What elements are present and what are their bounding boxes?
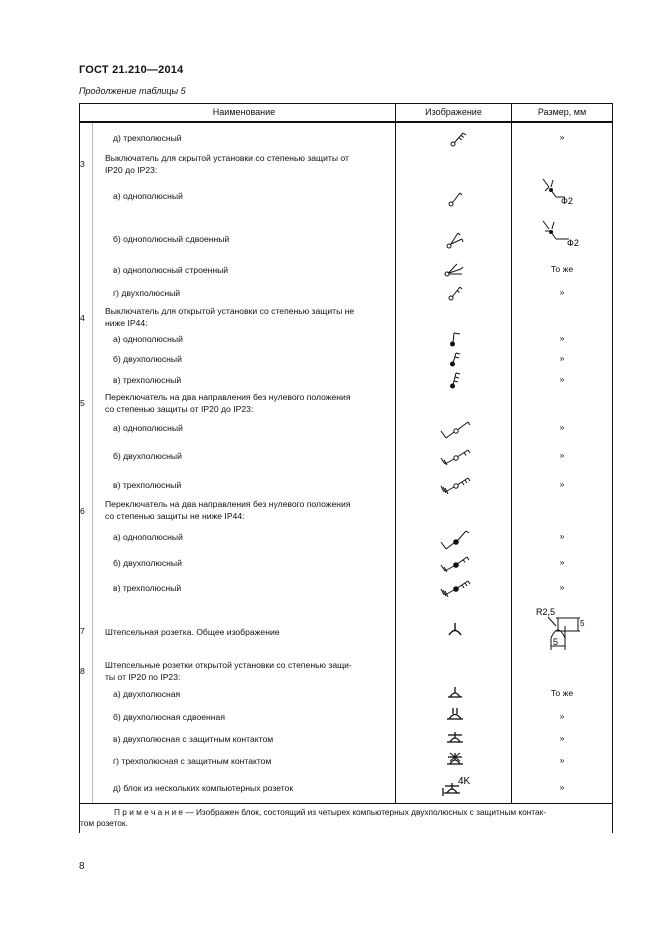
row-name-line: со степенью защиты от IP20 до IP23: xyxy=(105,404,254,414)
row-size: » xyxy=(559,132,565,142)
changeover-single-pole-icon xyxy=(440,419,472,441)
icon-label: 4K xyxy=(458,776,471,787)
row-name: б) однополюсный сдвоенный xyxy=(113,234,230,244)
number-column-divider xyxy=(92,123,93,803)
socket-general-icon xyxy=(447,621,463,637)
row-number: 4 xyxy=(80,313,85,323)
row-size: » xyxy=(559,374,565,384)
page-number: 8 xyxy=(79,861,85,872)
row-size: » xyxy=(559,531,565,541)
note-line: том розеток. xyxy=(80,818,128,828)
row-name: в) трехполюсный xyxy=(113,480,182,490)
row-number: 6 xyxy=(80,506,85,516)
switch-single-pole-dual-icon xyxy=(447,230,465,248)
row-size: » xyxy=(559,582,565,592)
socket-three-pole-earth-icon xyxy=(446,752,464,768)
table-note-border xyxy=(79,803,613,804)
switch-open-two-pole-icon xyxy=(450,351,462,367)
row-name: б) двухполюсный xyxy=(113,354,182,364)
row-name: б) двухполюсная сдвоенная xyxy=(113,712,225,722)
row-name: б) двухполюсный xyxy=(113,451,182,461)
switch-single-pole-triple-icon xyxy=(445,261,465,277)
row-size: » xyxy=(559,755,565,765)
switch-single-pole-icon xyxy=(449,190,463,206)
row-name: в) трехполюсный xyxy=(113,583,182,593)
row-name xyxy=(105,305,354,329)
row-size: » xyxy=(559,450,565,460)
row-size: » xyxy=(559,557,565,567)
row-name: д) блок из нескольких компьютерных розеток xyxy=(113,783,294,793)
socket-two-pole-earth-icon xyxy=(446,730,464,746)
row-name xyxy=(105,498,351,522)
row-number: 7 xyxy=(80,626,85,636)
table-left-border xyxy=(79,103,80,833)
row-name-line: Выключатель для скрытой установки со степенью защиты от xyxy=(105,153,349,163)
size-label: 5 xyxy=(580,619,585,628)
row-name-line: Штепсельные розетки открытой установки со степенью защи- xyxy=(105,660,352,670)
row-name: в) однополюсный строенный xyxy=(113,265,229,275)
table-right-border xyxy=(612,103,613,833)
row-name: в) двухполюсная с защитным контактом xyxy=(113,734,274,744)
row-name: г) трехполюсная с защитным контактом xyxy=(113,756,272,766)
row-number: 3 xyxy=(80,159,85,169)
document-title: ГОСТ 21.210—2014 xyxy=(79,64,184,76)
row-name: б) двухполюсный xyxy=(113,558,182,568)
row-number: 8 xyxy=(80,666,85,676)
row-size: » xyxy=(559,353,565,363)
row-name: а) однополюсный xyxy=(113,191,183,201)
switch-three-pole-hidden-icon xyxy=(451,130,467,146)
switch-dimension-diagram-icon xyxy=(541,177,581,207)
row-size: » xyxy=(559,733,565,743)
row-name xyxy=(105,659,352,683)
socket-two-pole-dual-icon xyxy=(446,707,464,723)
row-name-line: IP20 до IP23: xyxy=(105,165,158,175)
switch-dual-dimension-diagram-icon xyxy=(541,219,587,249)
switch-open-single-pole-icon xyxy=(450,331,462,347)
socket-two-pole-icon xyxy=(447,685,463,701)
changeover-two-pole-icon xyxy=(440,447,472,469)
switch-open-three-pole-icon xyxy=(450,371,462,389)
changeover-ip44-single-pole-icon xyxy=(440,528,472,552)
row-name-line: ниже IP44: xyxy=(105,318,148,328)
row-size: » xyxy=(559,782,565,792)
table-continuation-caption: Продолжение таблицы 5 xyxy=(79,86,186,96)
row-name: а) однополюсный xyxy=(113,423,183,433)
row-number: 5 xyxy=(80,398,85,408)
size-label: 5 xyxy=(553,637,559,647)
row-name: а) однополюсный xyxy=(113,334,183,344)
row-name-line: Переключатель на два направления без нулевого положения xyxy=(105,499,351,509)
size-label: Ф2 xyxy=(561,196,573,206)
symbols-table xyxy=(79,103,613,833)
changeover-ip44-two-pole-icon xyxy=(440,554,472,576)
row-size: » xyxy=(559,333,565,343)
row-name: Штепсельная розетка. Общее изображение xyxy=(105,627,280,637)
row-name-line: Переключатель на два направления без нулевого положения xyxy=(105,392,351,402)
row-name-line: Выключатель для открытой установки со степенью защиты не xyxy=(105,306,355,316)
column-header-size: Размер, мм xyxy=(537,107,587,117)
note-line: П р и м е ч а н и е — Изображен блок, состоящий из четырех компьютерных двухполюсных с защитным контак- xyxy=(114,807,546,817)
row-size: » xyxy=(559,287,565,297)
row-name: в) трехполюсный xyxy=(113,375,182,385)
row-name xyxy=(105,391,351,415)
size-label: Ф2 xyxy=(567,238,579,248)
row-name-line: со степенью защиты не ниже IP44: xyxy=(105,511,245,521)
row-size: » xyxy=(559,711,565,721)
size-label: R2,5 xyxy=(536,607,556,617)
column-divider-image xyxy=(395,103,396,803)
changeover-three-pole-icon xyxy=(440,475,472,497)
row-size: » xyxy=(559,479,565,489)
table-note xyxy=(79,807,611,829)
switch-two-pole-icon xyxy=(449,284,463,300)
table-header-border xyxy=(79,121,613,123)
row-name: д) трехполюсный xyxy=(113,133,182,143)
row-name: а) двухполюсная xyxy=(113,689,181,699)
row-size: То же xyxy=(550,264,574,274)
row-name xyxy=(105,152,349,176)
row-name: г) двухполюсный xyxy=(113,288,181,298)
socket-computer-block-icon xyxy=(441,774,475,796)
column-header-image: Изображение xyxy=(425,107,482,117)
row-name-line: ты от IP20 по IP23: xyxy=(105,672,181,682)
socket-dimension-diagram-icon xyxy=(534,604,586,660)
row-name: а) однополюсный xyxy=(113,532,183,542)
column-header-name: Наименование xyxy=(212,107,276,117)
row-size: То же xyxy=(550,688,574,698)
changeover-ip44-three-pole-icon xyxy=(440,578,472,600)
row-size: » xyxy=(559,422,565,432)
